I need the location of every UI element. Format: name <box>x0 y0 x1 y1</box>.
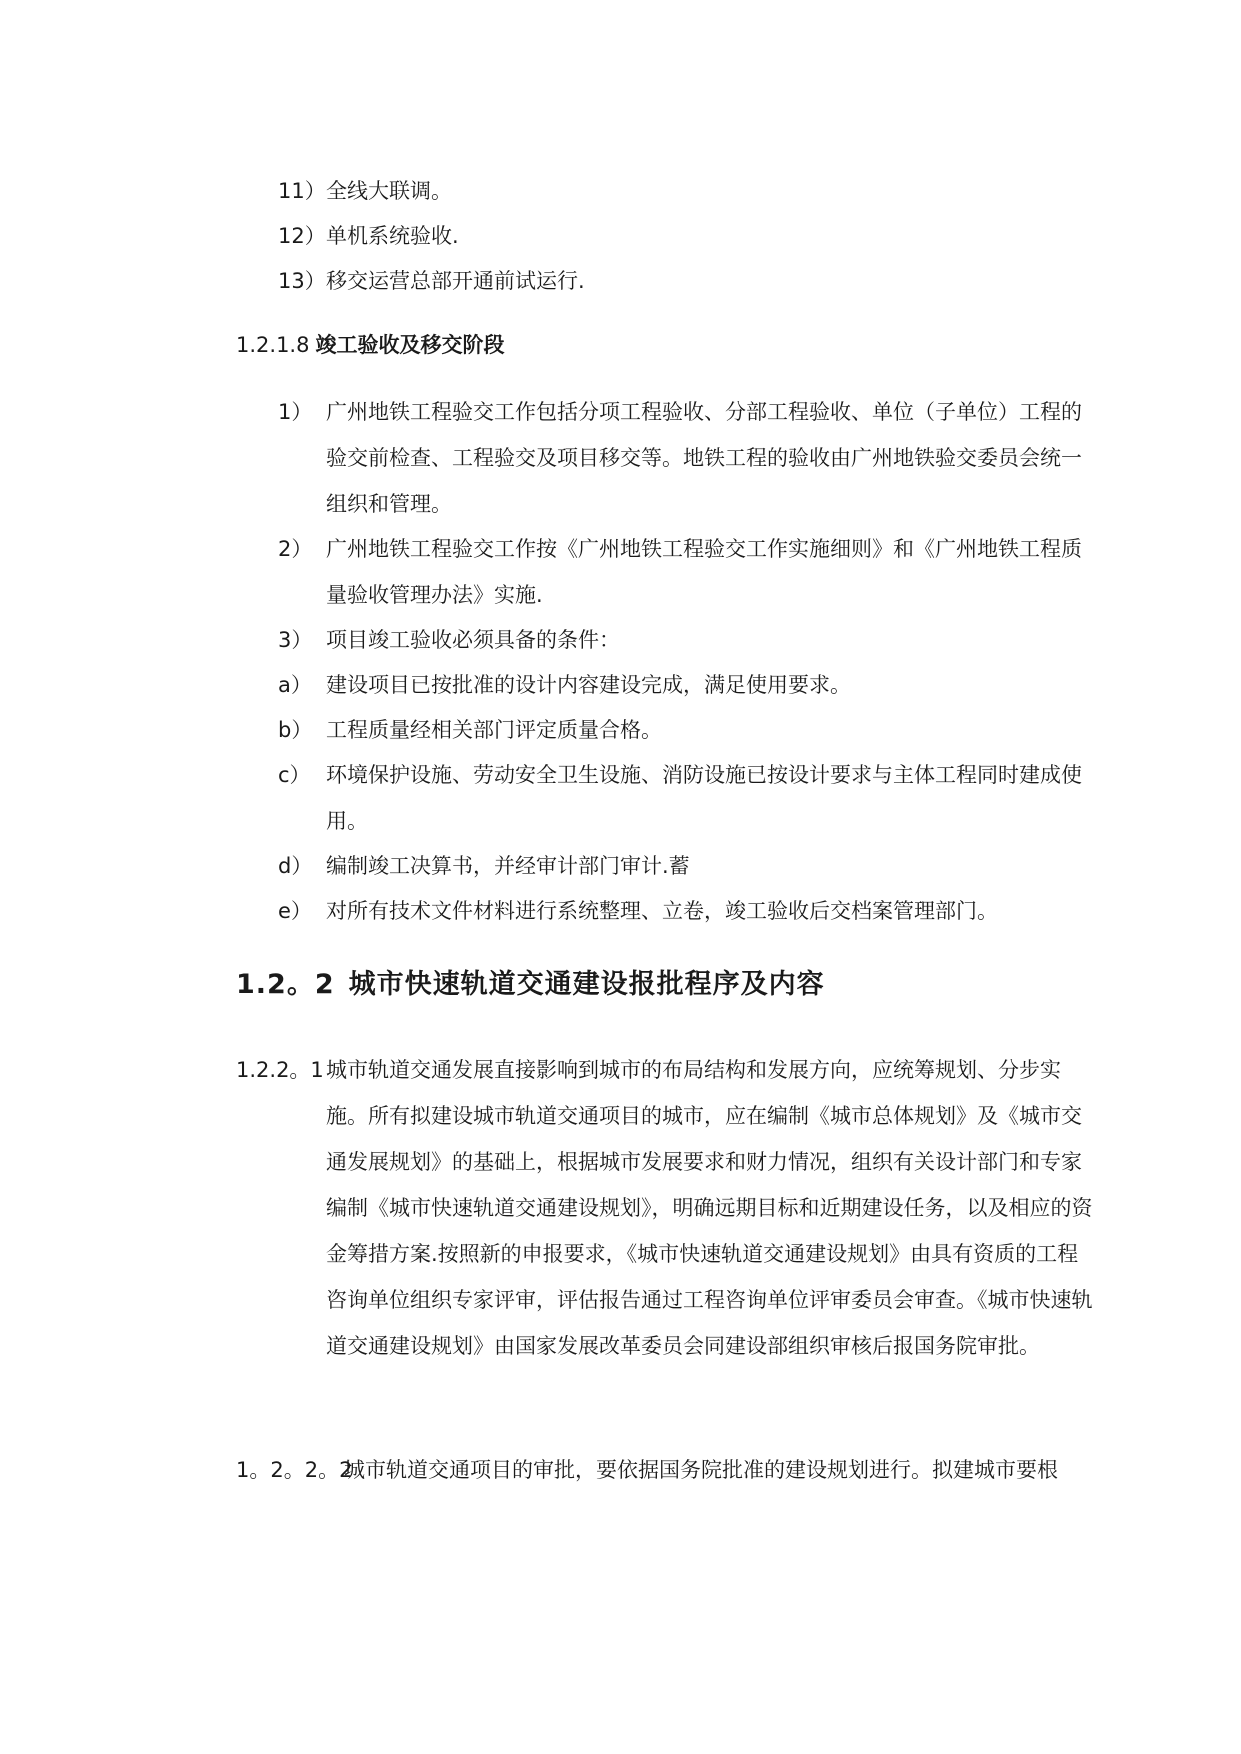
list-item-number: 12） <box>278 224 326 248</box>
list-item-text: 编制竣工决算书，并经审计部门审计.蓄 <box>326 854 690 878</box>
list-item <box>278 888 1098 934</box>
section-heading-122 <box>236 962 825 1008</box>
list-item-text: 全线大联调。 <box>326 179 452 203</box>
paragraph-text: 城市轨道交通发展直接影响到城市的布局结构和发展方向，应统筹规划、分步实施。所有拟建设城市轨道交通项目的城市，应在编制《城市总体规划》及《城市交通发展规划》的基础上，根据城市发展要求和财力情况，组织有关设计部门和专家编制《城市快速轨道交通建设规划》，明确远期目标和近期建设任务，以及相应的资金筹措方案.按照新的申报要求，《城市快速轨道交通建设规划》由具有资质的工程咨询单位组织专家评审，评估报告通过工程咨询单位评审委员会审查。《城市快速轨道交通建设规划》由国家发展改革委员会同建设部组织审核后报国务院审批。 <box>326 1058 1093 1358</box>
list-item-text: 环境保护设施、劳动安全卫生设施、消防设施已按设计要求与主体工程同时建成使用。 <box>326 763 1082 833</box>
list-item-text: 移交运营总部开通前试运行. <box>326 269 585 293</box>
section-heading-1218 <box>236 322 504 368</box>
paragraph-1221 <box>236 1047 1098 1369</box>
list-item-text: 建设项目已按批准的设计内容建设完成，满足使用要求。 <box>326 673 851 697</box>
section-title: 竣工验收及移交阶段 <box>315 333 505 357</box>
list-item-text: 广州地铁工程验交工作包括分项工程验收、分部工程验收、单位（子单位）工程的验交前检查、工程验交及项目移交等。地铁工程的验收由广州地铁验交委员会统一组织和管理。 <box>326 400 1082 516</box>
list-item-number: a） <box>278 673 312 697</box>
list-item <box>278 258 1098 304</box>
list-item <box>278 168 1098 214</box>
list-item-number: 1） <box>278 400 313 424</box>
list-item-text: 对所有技术文件材料进行系统整理、立卷，竣工验收后交档案管理部门。 <box>326 899 998 923</box>
list-item-number: e） <box>278 899 312 923</box>
paragraph-number: 1.2.2。1 <box>236 1058 324 1082</box>
list-item <box>278 617 1098 663</box>
list-item-text: 工程质量经相关部门评定质量合格。 <box>326 718 662 742</box>
section-title: 城市快速轨道交通建设报批程序及内容 <box>348 969 825 1000</box>
list-item-number: 11） <box>278 179 326 203</box>
paragraph-number: 1。2。2。2 <box>236 1458 353 1482</box>
section-number: 1.2.1.8 <box>236 333 310 357</box>
list-item <box>278 843 1098 889</box>
list-item <box>278 213 1098 259</box>
list-item <box>278 707 1098 753</box>
paragraph-text: 城市轨道交通项目的审批，要依据国务院批准的建设规划进行。拟建城市要根 <box>344 1458 1058 1482</box>
list-item-text: 广州地铁工程验交工作按《广州地铁工程验交工作实施细则》和《广州地铁工程质量验收管理办法》实施. <box>326 537 1082 607</box>
list-item-number: 2） <box>278 537 313 561</box>
list-item <box>278 752 1098 844</box>
list-item <box>278 389 1098 527</box>
list-item-number: c） <box>278 763 311 787</box>
list-item <box>278 662 1098 708</box>
section-number: 1.2。2 <box>236 969 335 1000</box>
list-item-text: 项目竣工验收必须具备的条件： <box>326 628 620 652</box>
list-item-number: 3） <box>278 628 313 652</box>
list-item-number: b） <box>278 718 313 742</box>
list-item-number: 13） <box>278 269 326 293</box>
list-item <box>278 526 1098 618</box>
list-item-number: d） <box>278 854 313 878</box>
paragraph-1222 <box>236 1447 1098 1493</box>
list-item-text: 单机系统验收. <box>326 224 459 248</box>
